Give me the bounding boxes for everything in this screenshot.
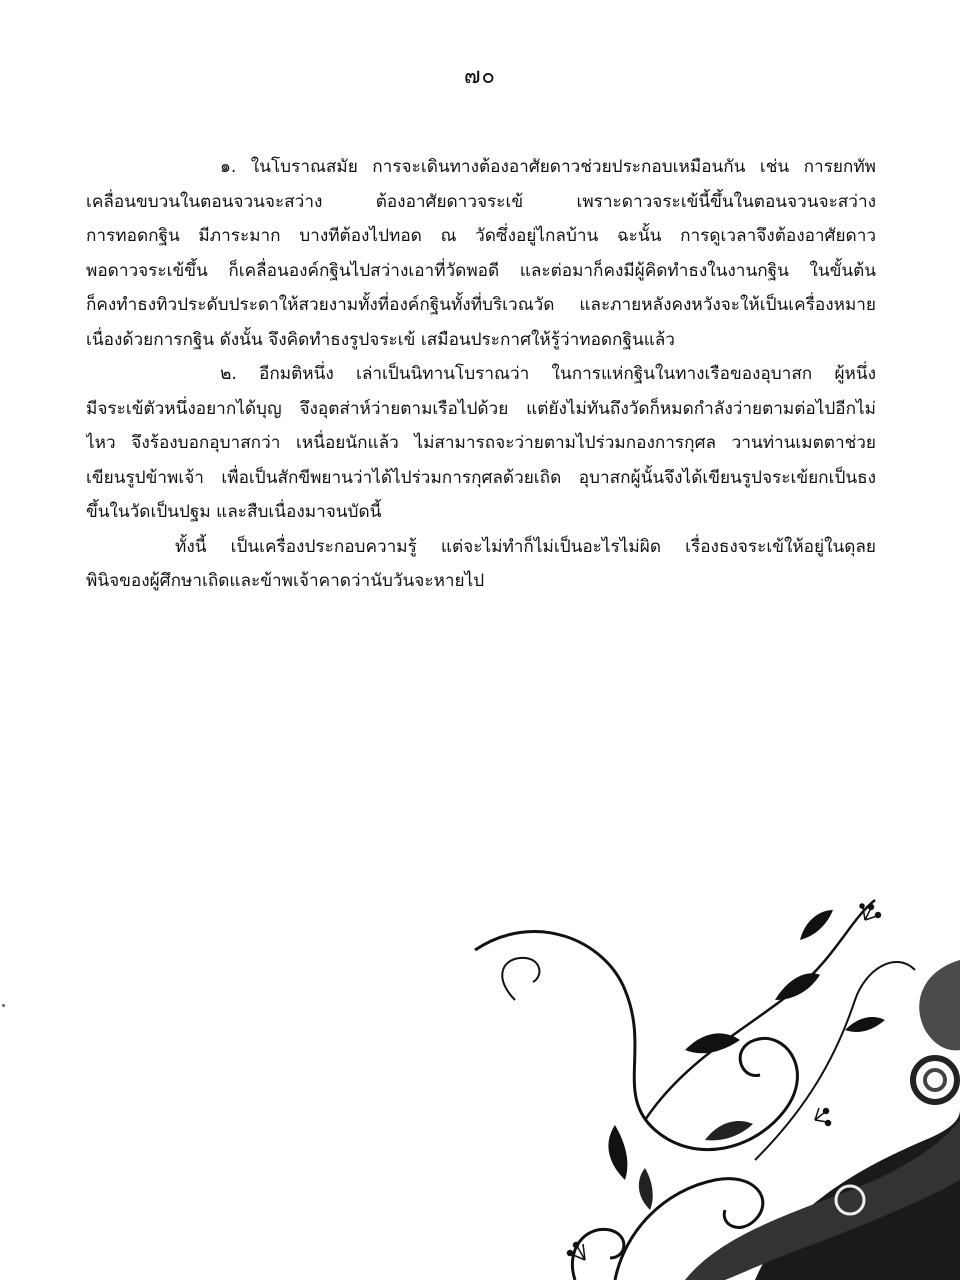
vine-main bbox=[475, 931, 797, 1149]
leaf bbox=[775, 973, 820, 1000]
text-line: เขียนรูปข้าพเจ้า เพื่อเป็นสักขีพยานว่าได้ไปร่วมการกุศลด้วยเถิด อุบาสกผู้นั้นจึงได้เขียนรูปจระเข้ยกเป็นธง bbox=[86, 467, 876, 488]
text-line: ไหว จึงร้องบอกอุบาสกว่า เหนื่อยนักแล้ว ไม่สามารถจะว่ายตามไปร่วมกองการกุศล วานท่านเมตตาช่วย bbox=[86, 433, 876, 453]
paragraph-item-2 bbox=[86, 357, 876, 530]
dark-swirl-mass bbox=[919, 960, 960, 1050]
text-line: เนื่องด้วยการกฐิน ดังนั้น จึงคิดทำธงรูปจระเข้ เสมือนประกาศให้รู้ว่าทอดกฐินแล้ว bbox=[86, 329, 675, 350]
leaf bbox=[639, 1168, 653, 1210]
paragraph-item-1 bbox=[86, 150, 876, 357]
leaf bbox=[845, 1017, 885, 1032]
paragraph-conclusion bbox=[86, 530, 876, 599]
text-line: ขึ้นในวัดเป็นปฐม และสืบเนื่องมาจนบัดนี้ bbox=[86, 502, 382, 522]
flower-sprig bbox=[568, 1243, 586, 1261]
text-line: เคลื่อนขบวนในตอนจวนจะสว่าง ต้องอาศัยดาวจระเข้ เพราะดาวจระเข้นี้ขึ้นในตอนจวนจะสว่าง bbox=[86, 191, 876, 212]
page-number: ๗๐ bbox=[464, 64, 496, 89]
swirl-circle bbox=[913, 1058, 957, 1102]
document-body bbox=[86, 150, 876, 599]
text-line: ทั้งนี้ เป็นเครื่องประกอบความรู้ แต่จะไม่ทำก็ไม่เป็นอะไรไม่ผิด เรื่องธงจระเข้ให้อยู่ในดุลย bbox=[175, 536, 876, 557]
text-line: ก็คงทำธงทิวประดับประดาให้สวยงามทั้งที่องค์กฐินทั้งที่บริเวณวัด และภายหลังคงหวังจะให้เป็นเครื่องหมาย bbox=[86, 295, 876, 315]
flower-sprig bbox=[815, 1108, 831, 1126]
scan-speck bbox=[2, 1004, 5, 1007]
text-line: พินิจของผู้ศึกษาเถิดและข้าพเจ้าคาดว่านับวันจะหายไป bbox=[86, 571, 485, 591]
floral-ornament bbox=[455, 880, 960, 1280]
text-line: มีจระเข้ตัวหนึ่งอยากได้บุญ จึงอุตส่าห์ว่ายตามเรือไปด้วย แต่ยังไม่ทันถึงวัดก็หมดกำลังว่ายตามต่อไปอีกไม่ bbox=[86, 398, 876, 419]
vine-right bbox=[755, 962, 915, 1160]
vine-upper bbox=[645, 900, 875, 1120]
text-line: พอดาวจระเข้ขึ้น ก็เคลื่อนองค์กฐินไปสว่างเอาที่วัดพอดี และต่อมาก็คงมีผู้คิดทำธงในงานกฐิน ในขั้นต้น bbox=[86, 260, 876, 281]
swirl-circle bbox=[925, 1070, 945, 1090]
text-line: ๒. อีกมติหนึ่ง เล่าเป็นนิทานโบราณว่า ในการแห่กฐินในทางเรือของอุบาสก ผู้หนึ่ง bbox=[220, 364, 876, 384]
vine-curl bbox=[502, 958, 539, 1000]
leaf bbox=[608, 1125, 627, 1180]
leaf bbox=[705, 1121, 753, 1140]
leaf bbox=[800, 910, 833, 940]
flower-sprig bbox=[860, 904, 881, 920]
text-line: การทอดกฐิน มีภาระมาก บางทีต้องไปทอด ณ วัดซึ่งอยู่ไกลบ้าน ฉะนั้น การดูเวลาจึงต้องอาศัยดาว bbox=[86, 226, 876, 246]
leaf bbox=[685, 1033, 740, 1053]
text-line: ๑. ในโบราณสมัย การจะเดินทางต้องอาศัยดาวช่วยประกอบเหมือนกัน เช่น การยกทัพ bbox=[220, 157, 876, 177]
